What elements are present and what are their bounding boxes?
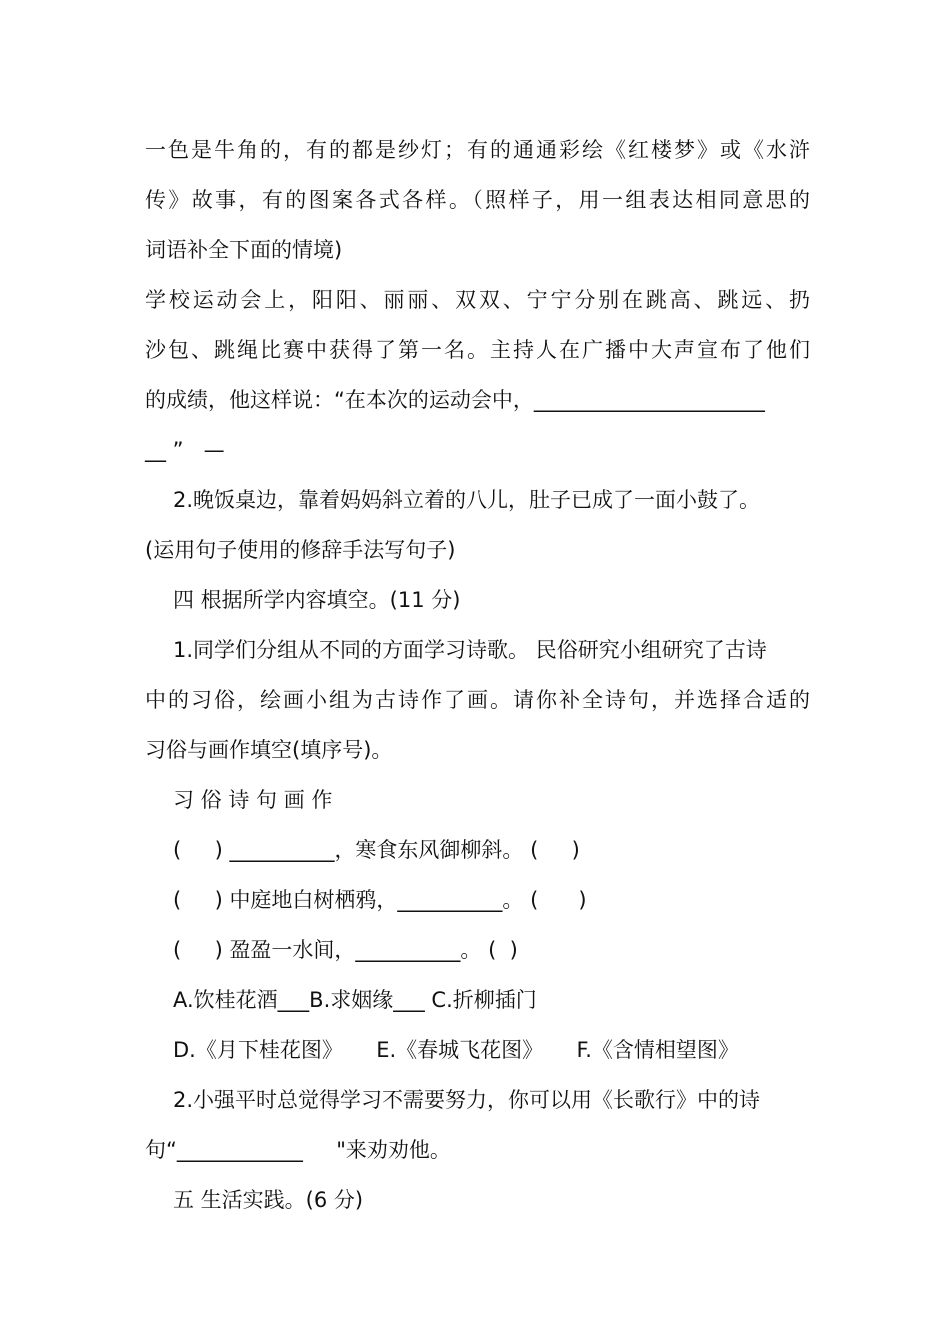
- options-line: A.饮桂花酒___B.求姻缘___ C.折柳插门: [173, 988, 537, 1012]
- poem-row: ( ) 中庭地白树栖鸦，__________。 ( ): [173, 888, 587, 912]
- paragraph-line: 习俗与画作填空(填序号)。: [145, 738, 393, 762]
- paragraph-line: 传》故事，有的图案各式各样。（照样子，用一组表达相同意思的: [145, 188, 810, 212]
- poem-row: ( ) 盈盈一水间，__________。 ( ): [173, 938, 518, 962]
- poem-row: ( ) __________，寒食东风御柳斜。 ( ): [173, 838, 580, 862]
- table-header: 习 俗 诗 句 画 作: [173, 788, 333, 812]
- options-line: D.《月下桂花图》 E.《春城飞花图》 F.《含情相望图》: [173, 1038, 739, 1062]
- question-instruction: (运用句子使用的修辞手法写句子): [145, 538, 456, 562]
- question-2: 2.晚饭桌边，靠着妈妈斜立着的八儿，肚子已成了一面小鼓了。: [173, 488, 761, 512]
- fill-blank-line: 句“____________ "来劝劝他。: [145, 1138, 451, 1162]
- paragraph-line: 沙包、跳绳比赛中获得了第一名。主持人在广播中大声宣布了他们: [145, 338, 810, 362]
- question-2: 2.小强平时总觉得学习不需要努力，你可以用《长歌行》中的诗: [173, 1088, 761, 1112]
- fill-blank-line: 的成绩，他这样说：“在本次的运动会中，______________________: [145, 388, 765, 412]
- paragraph-line: 词语补全下面的情境): [145, 238, 343, 262]
- section-heading-5: 五 生活实践。(6 分): [173, 1188, 364, 1212]
- fill-blank-line: __ ” —: [145, 438, 225, 462]
- section-heading-4: 四 根据所学内容填空。(11 分): [173, 588, 461, 612]
- paragraph-line: 一色是牛角的，有的都是纱灯；有的通通彩绘《红楼梦》或《水浒: [145, 138, 810, 162]
- paragraph-line: 中的习俗，绘画小组为古诗作了画。请你补全诗句，并选择合适的: [145, 688, 810, 712]
- paragraph-line: 学校运动会上，阳阳、丽丽、双双、宁宁分别在跳高、跳远、扔: [145, 288, 810, 312]
- question-1: 1.同学们分组从不同的方面学习诗歌。 民俗研究小组研究了古诗: [173, 638, 767, 662]
